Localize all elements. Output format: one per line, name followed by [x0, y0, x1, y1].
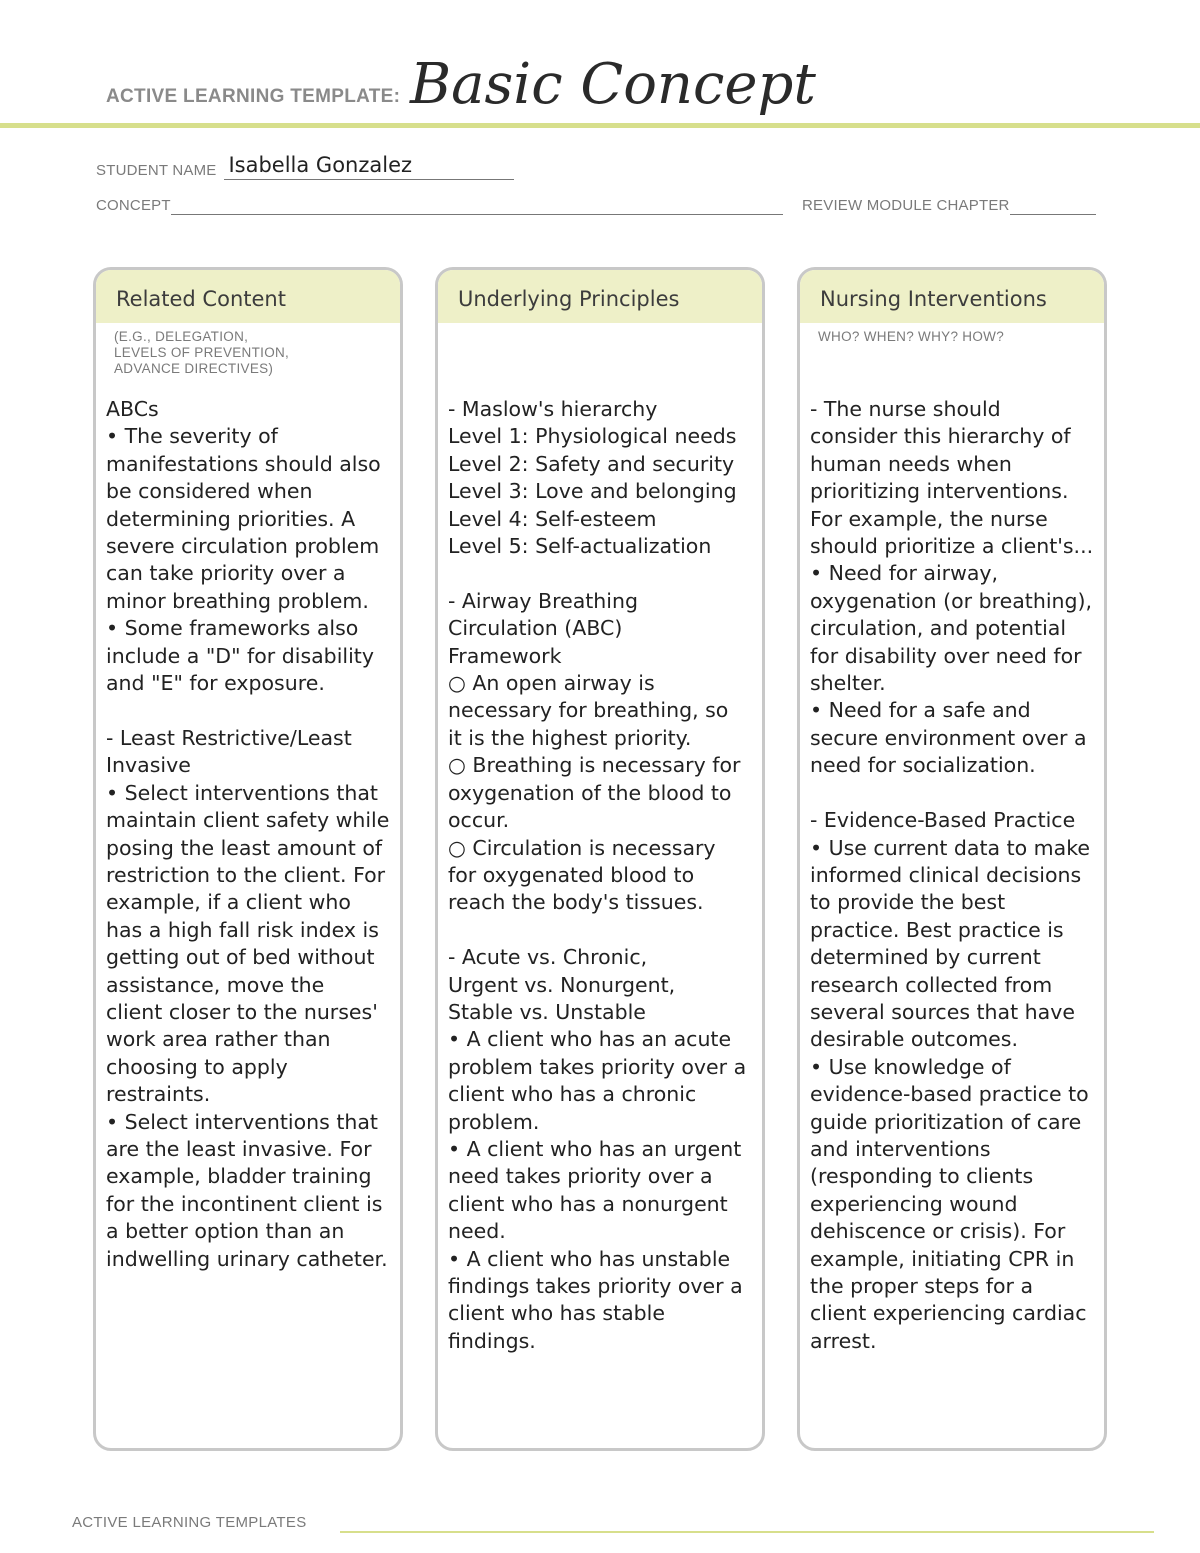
student-name-row [96, 153, 514, 180]
card-subtitle: WHO? WHEN? WHY? HOW? [818, 329, 1005, 344]
concept-field[interactable] [171, 200, 783, 215]
header-divider [0, 123, 1200, 128]
concept-row [96, 197, 783, 215]
footer-label: ACTIVE LEARNING TEMPLATES [72, 1514, 307, 1531]
student-name-label: STUDENT NAME [96, 162, 217, 179]
card-title: Underlying Principles [458, 287, 680, 311]
card-header [800, 270, 1104, 323]
nursing-interventions-card [797, 267, 1107, 1451]
card-title: Nursing Interventions [820, 287, 1047, 311]
card-title: Related Content [116, 287, 286, 311]
nursing-interventions-text[interactable]: - The nurse should consider this hierarchy of human needs when prioritizing interventions. For example, the nurse should prioritize a client's... • Need for airway, oxygenation (or breathing), circulation, and potential for disability over need for shelter. • Need for a safe and secure environment over a need for socialization. - Evidence-Based Practice • Use current data to make informed clinical decisions to provide the best practice. Best practice is determined by current research collected from several sources that have desirable outcomes. • Use knowledge of evidence-based practice to guide prioritization of care and interventions (responding to clients experiencing wound dehiscence or crisis). For example, initiating CPR in the proper steps for a client experiencing cardiac arrest. [810, 397, 1094, 1353]
student-name-value: Isabella Gonzalez [228, 153, 413, 177]
card-subtitle: (E.G., DELEGATION, LEVELS OF PREVENTION, ADVANCE DIRECTIVES) [114, 329, 290, 376]
related-content-text[interactable]: ABCs • The severity of manifestations should also be considered when determining priorities. A severe circulation problem can take priority over a minor breathing problem. • Some frameworks also include a "D" for disability and "E" for exposure. - Least Restrictive/Least Invasive • Select interventions that maintain client safety while posing the least amount of restriction to the client. For example, if a client who has a high fall risk index is getting out of bed without assistance, move the client closer to the nurses' work area rather than choosing to apply restraints. • Select interventions that are the least invasive. For example, bladder training for the incontinent client is a better option than an indwelling urinary catheter. [106, 397, 390, 1271]
review-module-label: REVIEW MODULE CHAPTER [802, 197, 1010, 214]
review-module-row [802, 197, 1096, 215]
page-title: Basic Concept [410, 52, 816, 117]
review-module-field[interactable] [1010, 200, 1096, 215]
underlying-principles-text[interactable]: - Maslow's hierarchy Level 1: Physiological needs Level 2: Safety and security Level 3: Love and belonging Level 4: Self-esteem Level 5: Self-actualization - Airway Breathing Circulation (ABC) Framework ○ An open airway is necessary for breathing, so it is the highest priority. ○ Breathing is necessary for oxygenation of the blood to occur. ○ Circulation is necessary for oxygenated blood to reach the body's tissues. - Acute vs. Chronic, Urgent vs. Nonurgent, Stable vs. Unstable • A client who has an acute problem takes priority over a client who has a chronic problem. • A client who has an urgent need takes priority over a client who has a nonurgent need. • A client who has unstable findings takes priority over a client who has stable findings. [448, 397, 747, 1353]
template-label: ACTIVE LEARNING TEMPLATE: [106, 86, 401, 107]
student-name-field[interactable] [224, 153, 514, 180]
footer-divider [340, 1531, 1154, 1533]
related-content-card [93, 267, 403, 1451]
card-header [438, 270, 762, 323]
underlying-principles-card [435, 267, 765, 1451]
concept-label: CONCEPT [96, 197, 171, 214]
card-header [96, 270, 400, 323]
